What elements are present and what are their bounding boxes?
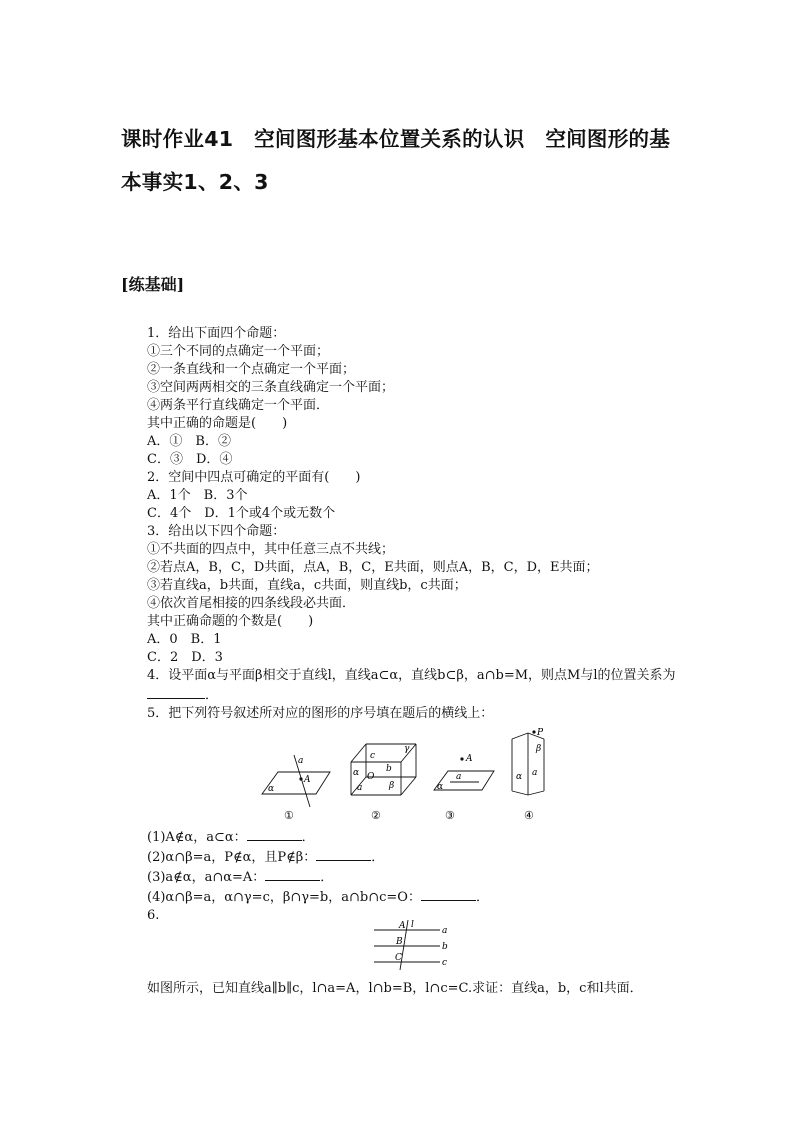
q1-item: ③空间两两相交的三条直线确定一个平面； <box>147 380 395 395</box>
fig6-mark: l <box>411 920 414 930</box>
figure-row <box>258 727 578 827</box>
fig4-mark: P <box>537 728 544 738</box>
fig6-mark: c <box>442 958 448 968</box>
fig1-mark: α <box>268 784 275 794</box>
fig2-mark: b <box>386 764 392 774</box>
q4-end: ． <box>205 688 219 703</box>
q4-text: 4．设平面α与平面β相交于直线l，直线a⊂α，直线b⊂β，a∩b=M，则点M与l的位置关系为 <box>147 668 676 683</box>
fig3-mark: A <box>466 754 473 764</box>
fig6-mark: C <box>395 953 402 963</box>
q2-stem: 2．空间中四点可确定的平面有( ) <box>147 470 361 485</box>
q3-item: ③若直线a，b共面，直线a，c共面，则直线b，c共面； <box>147 578 467 593</box>
fig4-mark: a <box>532 768 538 778</box>
figure-4 <box>512 728 544 822</box>
figure-6-svg <box>370 918 460 970</box>
page-title: 课时作业41 空间图形基本位置关系的认识 空间图形的基本事实1、2、3 <box>121 127 671 194</box>
q6-number: 6. <box>147 908 160 923</box>
q1-item: ④两条平行直线确定一个平面． <box>147 398 330 413</box>
fig6-mark: A <box>399 921 406 931</box>
fig6-mark: a <box>442 926 448 936</box>
q1-question: 其中正确的命题是( ) <box>147 416 288 431</box>
q6-text-block <box>121 978 681 1000</box>
fig2-mark: γ <box>404 744 410 754</box>
q1-item: ②一条直线和一个点确定一个平面； <box>147 362 356 377</box>
q1-item: ①三个不同的点确定一个平面； <box>147 344 330 359</box>
figure-1 <box>262 755 330 822</box>
figure-6 <box>370 918 460 970</box>
q6-text: 如图所示，已知直线a∥b∥c，l∩a=A，l∩b=B，l∩c=C.求证：直线a，b，c和l共面． <box>147 981 643 996</box>
q3-option: C．2 D．3 <box>147 650 223 665</box>
q3-item: ②若点A，B，C，D共面，点A，B，C，E共面，则点A，B，C，D，E共面； <box>147 560 599 575</box>
q5-item: (3)a∉α，a∩α=A： ． <box>147 867 681 887</box>
q3-question: 其中正确命题的个数是( ) <box>147 614 314 629</box>
fig4-mark: β <box>536 744 542 754</box>
answer-blank[interactable] <box>247 827 302 841</box>
figure-label: ② <box>371 809 381 822</box>
fig6-mark: b <box>442 942 448 952</box>
q3-item: ④依次首尾相接的四条线段必共面． <box>147 596 356 611</box>
q3-item: ①不共面的四点中，其中任意三点不共线； <box>147 542 395 557</box>
fig3-mark: α <box>437 782 444 792</box>
section-heading: [练基础] <box>121 275 185 294</box>
q2-option: A．1个 B．3个 <box>147 488 248 503</box>
q3-option: A．0 B．1 <box>147 632 222 647</box>
answer-blank[interactable] <box>421 887 476 901</box>
fig4-mark: α <box>516 772 523 782</box>
figure-3 <box>434 754 494 822</box>
fig1-mark: A <box>304 775 311 785</box>
q5-item: (4)α∩β=a，α∩γ=c，β∩γ=b，a∩b∩c=O： ． <box>147 887 681 907</box>
figure-label: ① <box>284 809 294 822</box>
figures-svg <box>258 727 578 827</box>
fig2-mark: β <box>389 781 395 791</box>
q5-stem: 5．把下列符号叙述所对应的图形的序号填在题后的横线上： <box>147 706 494 721</box>
question-body <box>147 325 681 723</box>
figure-label: ④ <box>524 809 534 822</box>
q3-stem: 3．给出以下四个命题： <box>147 524 286 539</box>
q5-item: (2)α∩β=a，P∉α，且P∉β： ． <box>147 847 681 867</box>
q5-items <box>147 827 681 925</box>
fig2-mark: c <box>370 751 376 761</box>
answer-blank[interactable] <box>147 685 205 699</box>
q2-option: C．4个 D．1个或4个或无数个 <box>147 506 336 521</box>
q4-line <box>147 667 681 705</box>
fig2-mark: O <box>367 772 375 782</box>
fig6-mark: B <box>396 937 403 947</box>
q1-option: A．① B．② <box>147 434 231 449</box>
figure-2 <box>351 744 416 822</box>
answer-blank[interactable] <box>316 847 371 861</box>
figure-label: ③ <box>445 809 455 822</box>
answer-blank[interactable] <box>265 867 320 881</box>
q1-stem: 1．给出下面四个命题： <box>147 326 286 341</box>
q5-item: (1)A∉α，a⊂α： ． <box>147 827 681 847</box>
fig3-mark: a <box>456 772 462 782</box>
q1-option: C．③ D．④ <box>147 452 233 467</box>
fig2-mark: a <box>357 783 363 793</box>
fig2-mark: α <box>353 768 360 778</box>
fig1-mark: a <box>298 756 304 766</box>
